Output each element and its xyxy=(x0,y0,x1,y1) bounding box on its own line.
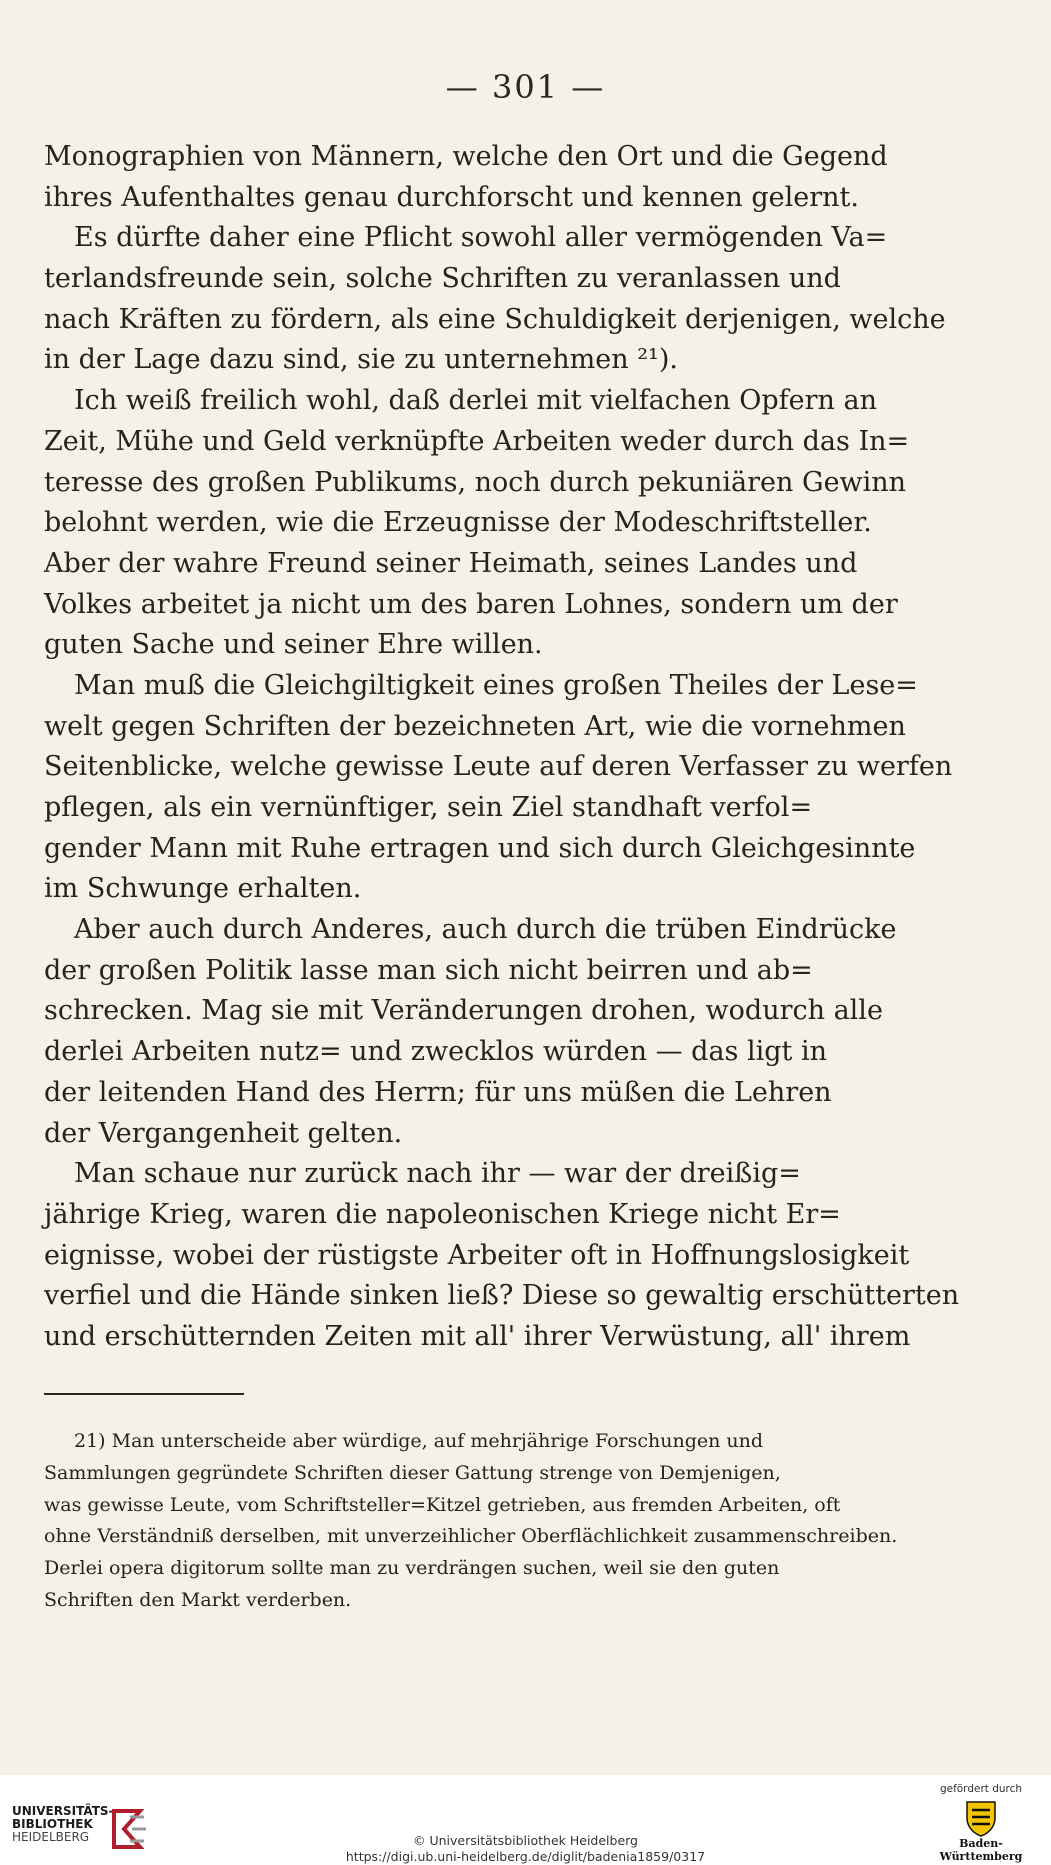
text-line: belohnt werden, wie die Erzeugnisse der Modeschriftsteller. xyxy=(44,507,872,539)
footnote-line: Sammlungen gegründete Schriften dieser Gattung strenge von Demjenigen, xyxy=(44,1461,781,1484)
footnote-divider xyxy=(44,1393,244,1395)
text-line: eignisse, wobei der rüstigste Arbeiter oft in Hoffnungslosigkeit xyxy=(44,1239,910,1271)
page-number: — 301 — xyxy=(445,68,606,106)
library-name-line: BIBLIOTHEK xyxy=(12,1817,93,1831)
text-line: gender Mann mit Ruhe ertragen und sich durch Gleichgesinnte xyxy=(44,832,916,864)
sponsor-name: Baden-Württemberg xyxy=(939,1837,1023,1863)
library-name-line: HEIDELBERG xyxy=(12,1830,90,1844)
text-line: Ich weiß freilich wohl, daß derlei mit vielfachen Opfern an xyxy=(74,385,878,417)
text-line: Aber auch durch Anderes, auch durch die trüben Eindrücke xyxy=(74,914,897,946)
footnote-line: 21) Man unterscheide aber würdige, auf mehrjährige Forschungen und xyxy=(74,1430,764,1452)
footnote-line: Schriften den Markt verderben. xyxy=(44,1588,352,1611)
text-line: Man schaue nur zurück nach ihr — war der dreißig= xyxy=(74,1158,801,1190)
text-line: guten Sache und seiner Ehre willen. xyxy=(44,629,543,661)
text-line: und erschütternden Zeiten mit all' ihrer Verwüstung, all' ihrem xyxy=(44,1320,911,1352)
text-line: Volkes arbeitet ja nicht um des baren Lohnes, sondern um der xyxy=(44,588,898,620)
text-line: verfiel und die Hände sinken ließ? Diese so gewaltig erschütterten xyxy=(44,1280,960,1312)
text-line: ihres Aufenthaltes genau durchforscht und kennen gelernt. xyxy=(44,181,859,213)
text-line: Zeit, Mühe und Geld verknüpfte Arbeiten weder durch das In= xyxy=(44,425,910,457)
copyright-notice: © Universitätsbibliothek Heidelberg xyxy=(412,1833,638,1848)
sponsor-block[interactable] xyxy=(921,1783,1041,1863)
footnote xyxy=(44,1426,934,1617)
text-line: pflegen, als ein vernünftiger, sein Ziel standhaft verfol= xyxy=(44,792,813,823)
library-name-line: UNIVERSITÄTS- xyxy=(12,1804,114,1818)
footnote-line: Derlei opera digitorum sollte man zu verdrängen suchen, weil sie den guten xyxy=(44,1557,780,1580)
text-line: welt gegen Schriften der bezeichneten Art, wie die vornehmen xyxy=(44,710,906,742)
text-line: der leitenden Hand des Herrn; für uns müßen die Lehren xyxy=(44,1076,832,1108)
footer-bar xyxy=(0,1775,1051,1865)
state-crest-icon xyxy=(961,1798,1001,1838)
text-line: derlei Arbeiten nutz= und zwecklos würden — das ligt in xyxy=(44,1036,827,1068)
text-line: schrecken. Mag sie mit Veränderungen drohen, wodurch alle xyxy=(44,995,883,1027)
text-line: Man muß die Gleichgiltigkeit eines großen Theiles der Lese= xyxy=(74,669,918,701)
text-line: in der Lage dazu sind, sie zu unternehmen ²¹). xyxy=(44,344,678,376)
text-line: der großen Politik lasse man sich nicht beirren und ab= xyxy=(44,954,813,986)
permalink[interactable]: https://digi.ub.uni-heidelberg.de/diglit/badenia1859/0317 xyxy=(345,1849,706,1864)
text-line: Seitenblicke, welche gewisse Leute auf deren Verfasser zu werfen xyxy=(44,751,953,783)
sponsor-label: gefördert durch xyxy=(939,1783,1023,1795)
text-line: Aber der wahre Freund seiner Heimath, seines Landes und xyxy=(44,547,858,579)
text-line: der Vergangenheit gelten. xyxy=(44,1117,403,1149)
text-line: terlandsfreunde sein, solche Schriften zu veranlassen und xyxy=(44,263,841,295)
text-line: Monographien von Männern, welche den Ort und die Gegend xyxy=(44,141,888,172)
text-line: jährige Krieg, waren die napoleonischen Kriege nicht Er= xyxy=(44,1198,841,1230)
text-line: Es dürfte daher eine Pflicht sowohl aller vermögenden Va= xyxy=(74,222,888,254)
text-line: im Schwunge erhalten. xyxy=(44,873,362,905)
footnote-line: was gewisse Leute, vom Schriftsteller=Kitzel getrieben, aus fremden Arbeiten, oft xyxy=(44,1493,841,1516)
footnote-line: ohne Verständniß derselben, mit unverzeihlicher Oberflächlichkeit zusammenschreiben. xyxy=(44,1525,898,1548)
body-text xyxy=(44,137,960,1358)
text-line: teresse des großen Publikums, noch durch pekuniären Gewinn xyxy=(44,466,907,498)
text-line: nach Kräften zu fördern, als eine Schuldigkeit derjenigen, welche xyxy=(44,303,946,335)
